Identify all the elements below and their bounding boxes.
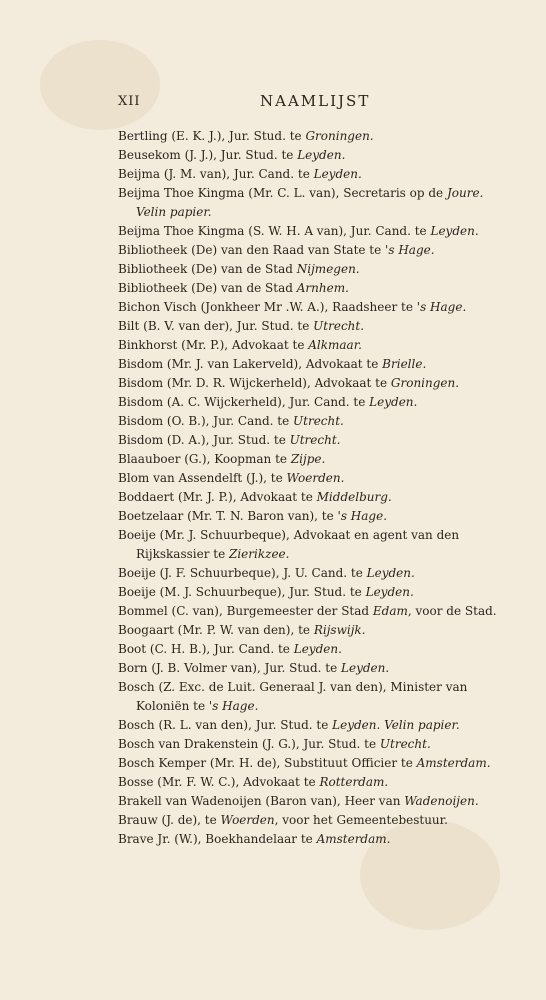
list-item	[118, 431, 518, 450]
entry-line	[118, 260, 518, 279]
entry-line	[118, 450, 518, 469]
place-name: Utrecht.	[289, 433, 341, 447]
entry-line	[118, 298, 518, 317]
entry-line	[118, 127, 518, 146]
entry-text: Bosch van Drakenstein (J. G.), Jur. Stud. te	[118, 737, 380, 751]
entry-text: Binkhorst (Mr. P.), Advokaat te	[118, 338, 309, 352]
place-name: Leyden.	[366, 566, 415, 580]
entry-line	[118, 754, 518, 773]
entry-text: Boetzelaar (Mr. T. N. Baron van), te	[118, 509, 338, 523]
place-name: Velin papier.	[384, 718, 460, 732]
entry-line	[118, 374, 518, 393]
entry-text: Beijma Thoe Kingma (Mr. C. L. van), Secretaris op de	[118, 186, 447, 200]
entry-text: Bosse (Mr. F. W. C.), Advokaat te	[118, 775, 320, 789]
entry-text: Bisdom (D. A.), Jur. Stud. te	[118, 433, 290, 447]
place-name: Arnhem.	[296, 281, 349, 295]
place-name: Leyden.	[341, 661, 390, 675]
entry-text: Blaauboer (G.), Koopman te	[118, 452, 291, 466]
place-name: Utrecht.	[293, 414, 344, 428]
page-number: XII	[118, 94, 141, 109]
list-item	[118, 355, 518, 374]
entry-text: Boeije (J. F. Schuurbeque), J. U. Cand. te	[118, 566, 367, 580]
list-item	[118, 222, 518, 241]
entry-line	[118, 659, 518, 678]
place-name: Nijmegen.	[296, 262, 360, 276]
entry-continuation-line	[118, 545, 518, 564]
place-name: Rotterdam.	[319, 775, 389, 789]
entry-text: Bisdom (A. C. Wijckerheld), Jur. Cand. te	[118, 395, 370, 409]
entry-line	[118, 773, 518, 792]
place-name: 's Hage.	[416, 300, 467, 314]
list-item	[118, 640, 518, 659]
entry-line	[118, 146, 518, 165]
entry-line	[118, 393, 518, 412]
entry-line	[118, 583, 518, 602]
list-item	[118, 469, 518, 488]
entry-line	[118, 735, 518, 754]
paper-stain	[40, 40, 160, 130]
place-name: Wadenoijen.	[404, 794, 479, 808]
entry-line	[118, 165, 518, 184]
place-name: Woerden	[220, 813, 275, 827]
list-item	[118, 488, 518, 507]
list-item	[118, 412, 518, 431]
entry-line	[118, 488, 518, 507]
place-name: Zierikzee.	[229, 547, 290, 561]
place-name: Leyden.	[313, 167, 362, 181]
entry-line	[118, 184, 518, 203]
place-name: Woerden.	[286, 471, 345, 485]
place-name: Leyden.	[365, 585, 414, 599]
entry-line	[118, 792, 518, 811]
place-name: Middelburg.	[316, 490, 392, 504]
place-name: Rijswijk.	[313, 623, 366, 637]
list-item	[118, 754, 518, 773]
entry-text: Bommel (C. van), Burgemeester der Stad	[118, 604, 373, 618]
list-item	[118, 507, 518, 526]
place-name: Zijpe.	[290, 452, 326, 466]
place-name: 's Hage.	[208, 699, 259, 713]
place-name: Leyden.	[332, 718, 381, 732]
entry-text: , voor de Stad.	[407, 604, 497, 618]
name-list	[118, 127, 518, 849]
entry-line	[118, 716, 518, 735]
entry-text: Bosch (Z. Exc. de Luit. Generaal J. van den), Minister van	[118, 680, 468, 694]
entry-text: Beusekom (J. J.), Jur. Stud. te	[118, 148, 298, 162]
list-item	[118, 526, 518, 564]
entry-text: Bibliotheek (De) van de Stad	[118, 262, 297, 276]
place-name: Groningen.	[305, 129, 374, 143]
entry-text: Boddaert (Mr. J. P.), Advokaat te	[118, 490, 317, 504]
list-item	[118, 792, 518, 811]
list-item	[118, 621, 518, 640]
entry-line	[118, 602, 518, 621]
entry-text: Beijma Thoe Kingma (S. W. H. A van), Jur. Cand. te	[118, 224, 431, 238]
place-name: 's Hage.	[385, 243, 435, 257]
entry-line	[118, 640, 518, 659]
place-name: 's Hage.	[337, 509, 388, 523]
entry-line	[118, 317, 518, 336]
list-item	[118, 450, 518, 469]
entry-line	[118, 678, 518, 697]
entry-text: Koloniën te	[136, 699, 209, 713]
place-name: Leyden.	[430, 224, 479, 238]
list-item	[118, 830, 518, 849]
place-name: Groningen.	[390, 376, 460, 390]
entry-text: Bibliotheek (De) van de Stad	[118, 281, 297, 295]
entry-text: Boeije (Mr. J. Schuurbeque), Advokaat en agent van den	[118, 528, 460, 542]
entry-line	[118, 355, 518, 374]
entry-line	[118, 279, 518, 298]
entry-text: Brauw (J. de), te	[118, 813, 221, 827]
list-item	[118, 374, 518, 393]
list-item	[118, 393, 518, 412]
entry-text: Bisdom (Mr. D. R. Wijckerheld), Advokaat te	[118, 376, 391, 390]
list-item	[118, 735, 518, 754]
entry-line	[118, 336, 518, 355]
list-item	[118, 279, 518, 298]
entry-text: Bosch Kemper (Mr. H. de), Substituut Officier te	[118, 756, 417, 770]
list-item	[118, 773, 518, 792]
entry-line	[118, 241, 518, 260]
entry-text: Beijma (J. M. van), Jur. Cand. te	[118, 167, 314, 181]
place-name: Utrecht.	[313, 319, 365, 333]
entry-text: Blom van Assendelft (J.), te	[118, 471, 287, 485]
entry-text: Born (J. B. Volmer van), Jur. Stud. te	[118, 661, 341, 675]
entry-text: Bisdom (O. B.), Jur. Cand. te	[118, 414, 294, 428]
entry-continuation-line	[118, 697, 518, 716]
entry-line	[118, 564, 518, 583]
place-name: Brielle.	[382, 357, 427, 371]
entry-line	[118, 621, 518, 640]
list-item	[118, 811, 518, 830]
list-item	[118, 165, 518, 184]
entry-text: Brave Jr. (W.), Boekhandelaar te	[118, 832, 317, 846]
place-name: Velin papier.	[136, 205, 212, 219]
entry-text: Rijkskassier te	[136, 547, 229, 561]
list-item	[118, 184, 518, 222]
place-name: Utrecht.	[379, 737, 431, 751]
list-item	[118, 659, 518, 678]
entry-text: Bisdom (Mr. J. van Lakerveld), Advokaat te	[118, 357, 383, 371]
list-item	[118, 241, 518, 260]
list-item	[118, 317, 518, 336]
running-head: NAAMLIJST	[260, 92, 371, 110]
entry-text: Boeije (M. J. Schuurbeque), Jur. Stud. te	[118, 585, 366, 599]
list-item	[118, 564, 518, 583]
entry-text: Boot (C. H. B.), Jur. Cand. te	[118, 642, 294, 656]
entry-text: Brakell van Wadenoijen (Baron van), Heer van	[118, 794, 405, 808]
place-name: Leyden.	[293, 642, 342, 656]
place-name: Edam	[372, 604, 408, 618]
entry-line	[118, 412, 518, 431]
place-name: Alkmaar.	[308, 338, 362, 352]
entry-text: Bertling (E. K. J.), Jur. Stud. te	[118, 129, 306, 143]
entry-line	[118, 431, 518, 450]
place-name: Amsterdam.	[416, 756, 491, 770]
list-item	[118, 336, 518, 355]
list-item	[118, 260, 518, 279]
place-name: Leyden.	[369, 395, 418, 409]
entry-text: Bilt (B. V. van der), Jur. Stud. te	[118, 319, 314, 333]
place-name: Leyden.	[297, 148, 346, 162]
list-item	[118, 678, 518, 716]
list-item	[118, 716, 518, 735]
entry-line	[118, 811, 518, 830]
entry-line	[118, 469, 518, 488]
entry-text: Bibliotheek (De) van den Raad van State te	[118, 243, 386, 257]
entry-text: Bosch (R. L. van den), Jur. Stud. te	[118, 718, 333, 732]
entry-line	[118, 507, 518, 526]
list-item	[118, 127, 518, 146]
entry-line	[118, 526, 518, 545]
list-item	[118, 602, 518, 621]
entry-line	[118, 830, 518, 849]
page-header	[118, 94, 518, 112]
entry-line	[118, 222, 518, 241]
list-item	[118, 298, 518, 317]
entry-continuation-line	[118, 203, 518, 222]
list-item	[118, 146, 518, 165]
list-item	[118, 583, 518, 602]
entry-text: Boogaart (Mr. P. W. van den), te	[118, 623, 314, 637]
entry-text: Bichon Visch (Jonkheer Mr .W. A.), Raadsheer te	[118, 300, 417, 314]
place-name: Joure.	[446, 186, 484, 200]
entry-text: , voor het Gemeentebestuur.	[274, 813, 448, 827]
place-name: Amsterdam.	[316, 832, 391, 846]
